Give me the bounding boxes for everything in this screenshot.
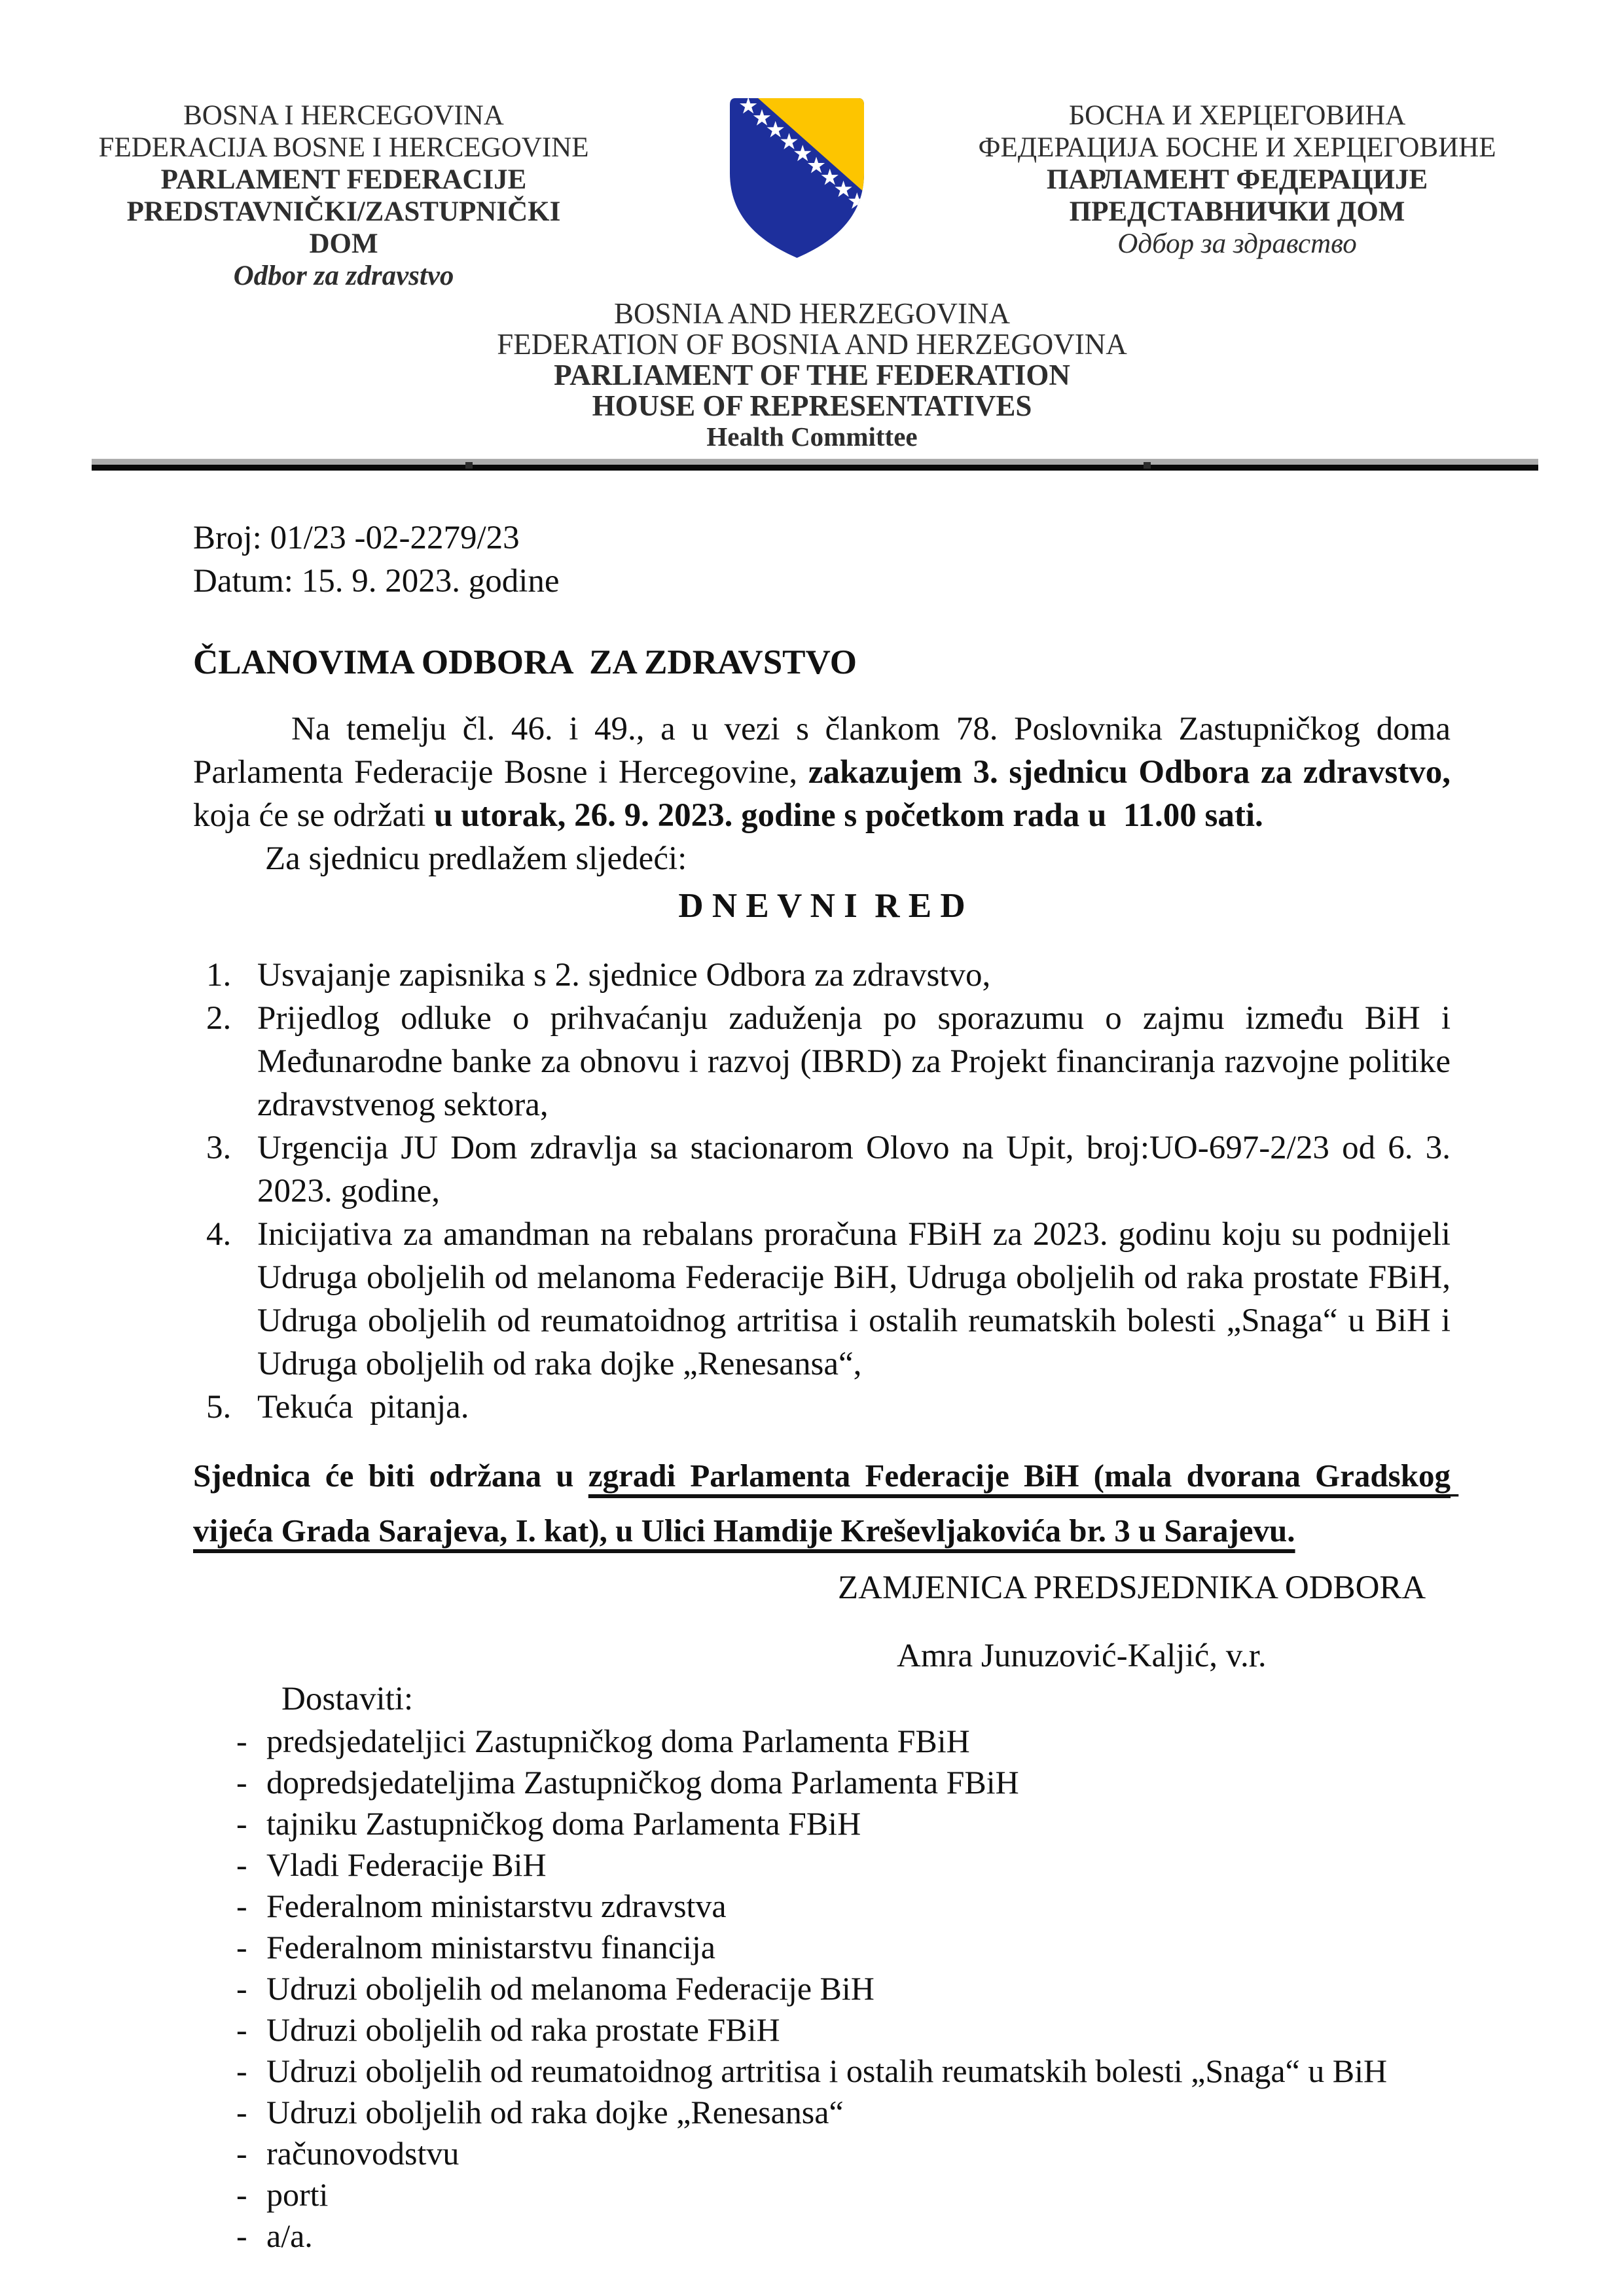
distribution-list: [193, 1721, 1451, 2257]
letterhead-right-line: ПРЕДСТАВНИЧКИ ДОМ: [1069, 196, 1405, 227]
header-rule-gray-bar: [92, 459, 1538, 465]
document-body: [193, 516, 1459, 2257]
agenda-item-number: 3.: [206, 1130, 232, 1166]
letterhead-left: [92, 99, 596, 292]
venue-address-underlined: zgradi Parlamenta Federacije BiH (mala dvorana Gradskog vijeća Grada Sarajeva, I. kat), u Ulici Hamdije Kreševljakovića br. 3 u Sarajevu.: [193, 1458, 1459, 1549]
agenda-item-number: 4.: [206, 1216, 232, 1253]
dash-marker: -: [236, 1970, 247, 2007]
distribution-item-text: Udruzi oboljelih od melanoma Federacije BiH: [266, 1970, 875, 2007]
agenda-item-text: Usvajanje zapisnika s 2. sjednice Odbora za zdravstvo,: [257, 957, 991, 994]
distribution-item: [193, 1721, 1451, 1762]
intro-paragraph: [193, 708, 1459, 837]
letterhead-left-line: FEDERACIJA BOSNE I HERCEGOVINE: [98, 132, 589, 163]
letterhead-en-line: BOSNIA AND HERZEGOVINA: [614, 297, 1010, 330]
distribution-item-text: Vladi Federacije BiH: [266, 1846, 547, 1883]
dash-marker: -: [236, 2217, 247, 2254]
agenda-item: [193, 1386, 1451, 1429]
agenda-item-text: Inicijativa za amandman na rebalans proračuna FBiH za 2023. godinu koju su podnijeli Udruga oboljelih od melanoma Federacije BiH, Udruga oboljelih od raka prostate FBiH, Udruga oboljelih od reumatoidnog artritisa i ostalih reumatskih bolesti „Snaga“ u BiH i Udruga oboljelih od raka dojke „Renesansa“,: [257, 1216, 1459, 1382]
distribution-item: [193, 2215, 1451, 2257]
distribution-item: [193, 1844, 1451, 1886]
dash-marker: -: [236, 2176, 247, 2213]
addressee-line: ČLANOVIMA ODBORA ZA ZDRAVSTVO: [193, 643, 857, 681]
agenda-item-text: Tekuća pitanja.: [257, 1389, 469, 1426]
distribution-item: [193, 2133, 1451, 2174]
dash-marker: -: [236, 2135, 247, 2172]
letterhead: [0, 0, 1624, 292]
distribution-item-text: dopredsjedateljima Zastupničkog doma Parlamenta FBiH: [266, 1764, 1019, 1801]
letterhead-en-committee: Health Committee: [706, 422, 918, 452]
letterhead-en-line: PARLIAMENT OF THE FEDERATION: [554, 359, 1070, 391]
distribution-item: [193, 1762, 1451, 1803]
dash-marker: -: [236, 2011, 247, 2048]
distribution-item: [193, 2092, 1451, 2133]
letterhead-right-line: ПАРЛАМЕНТ ФЕДЕРАЦИЈЕ: [1046, 164, 1428, 195]
dash-marker: -: [236, 1929, 247, 1965]
letterhead-right-committee: Одбор за здравство: [1117, 228, 1357, 259]
signature-name: Amra Junuzović-Kaljić, v.r.: [897, 1638, 1267, 1674]
distribution-item-text: porti: [266, 2176, 329, 2213]
distribution-item: [193, 2009, 1451, 2051]
header-rule: [92, 459, 1538, 471]
agenda-item-text: Urgencija JU Dom zdravlja sa stacionarom Olovo na Upit, broj:UO-697-2/23 od 6. 3. 2023. godine,: [257, 1130, 1459, 1210]
letterhead-right-line: ФЕДЕРАЦИЈА БОСНЕ И ХЕРЦЕГОВИНЕ: [978, 132, 1496, 163]
intro-text: Na temelju čl. 46. i 49., a u vezi s člankom 78. Poslovnika Zastupničkog doma Parlamenta Federacije Bosne i Hercegovine,: [193, 711, 1459, 791]
agenda-item: [193, 954, 1451, 997]
agenda-list: [193, 954, 1459, 1429]
dash-marker: -: [236, 1888, 247, 1924]
rule-tick: [1144, 462, 1151, 469]
dash-marker: -: [236, 2094, 247, 2130]
ref-date: Datum: 15. 9. 2023. godine: [193, 563, 560, 600]
distribution-item-text: Federalnom ministarstvu financija: [266, 1929, 715, 1965]
distribution-item: [193, 1803, 1451, 1844]
ref-number: Broj: 01/23 -02-2279/23: [193, 520, 520, 556]
dash-marker: -: [236, 1805, 247, 1842]
distribution-item-text: a/a.: [266, 2217, 313, 2254]
distribution-label: Dostaviti:: [281, 1681, 414, 1717]
distribution-item-text: predsjedateljici Zastupničkog doma Parlamenta FBiH: [266, 1723, 970, 1759]
distribution-item-text: Udruzi oboljelih od raka prostate FBiH: [266, 2011, 780, 2048]
agenda-item: [193, 1213, 1459, 1386]
letterhead-left-committee: Odbor za zdravstvo: [233, 260, 454, 291]
letterhead-en-line: HOUSE OF REPRESENTATIVES: [592, 389, 1032, 422]
agenda-item: [193, 1126, 1459, 1213]
distribution-item-text: tajniku Zastupničkog doma Parlamenta FBiH: [266, 1805, 861, 1842]
letterhead-left-line: PARLAMENT FEDERACIJE: [160, 164, 527, 195]
letterhead-left-line: BOSNA I HERCEGOVINA: [183, 100, 504, 131]
letterhead-en-line: FEDERATION OF BOSNIA AND HERZEGOVINA: [497, 328, 1127, 361]
distribution-item-text: računovodstvu: [266, 2135, 460, 2172]
agenda-item-number: 1.: [206, 957, 232, 994]
letterhead-right: [969, 99, 1506, 260]
agenda-title: D N E V N I R E D: [678, 887, 965, 925]
header-rule-black-bar: [92, 465, 1538, 471]
distribution-item: [193, 1927, 1451, 1968]
agenda-item: [193, 997, 1459, 1126]
coat-of-arms-icon: [730, 97, 864, 260]
letterhead-english: [0, 298, 1624, 452]
distribution-item: [193, 1968, 1451, 2009]
reference-block: [193, 516, 1451, 603]
signature-role: ZAMJENICA PREDSJEDNIKA ODBORA: [838, 1570, 1426, 1606]
distribution-item-text: Udruzi oboljelih od reumatoidnog artritisa i ostalih reumatskih bolesti „Snaga“ u BiH: [266, 2053, 1388, 2089]
propose-line: Za sjednicu predlažem sljedeći:: [265, 840, 687, 877]
agenda-item-text: Prijedlog odluke o prihvaćanju zaduženja po sporazumu o zajmu između BiH i Međunarodne banke za obnovu i razvoj (IBRD) za Projekt financiranja razvojne politike zdravstvenog sektora,: [257, 1000, 1459, 1123]
distribution-item-text: Udruzi oboljelih od raka dojke „Renesansa“: [266, 2094, 844, 2130]
intro-text: koja će se održati: [193, 754, 1459, 834]
distribution-item-text: Federalnom ministarstvu zdravstva: [266, 1888, 727, 1924]
agenda-item-number: 5.: [206, 1389, 232, 1426]
dash-marker: -: [236, 2053, 247, 2089]
rule-tick: [465, 462, 473, 469]
intro-bold-datetime: u utorak, 26. 9. 2023. godine s početkom rada u 11.00 sati.: [434, 797, 1263, 834]
letterhead-left-line: PREDSTAVNIČKI/ZASTUPNIČKI DOM: [126, 196, 568, 259]
intro-bold-session: zakazujem 3. sjednicu Odbora za zdravstvo,: [808, 754, 1451, 791]
distribution-item: [193, 2174, 1451, 2215]
venue-paragraph: [193, 1448, 1459, 1558]
dash-marker: -: [236, 1723, 247, 1759]
dash-marker: -: [236, 1846, 247, 1883]
dash-marker: -: [236, 1764, 247, 1801]
letterhead-right-line: БОСНА И ХЕРЦЕГОВИНА: [1068, 100, 1406, 131]
distribution-item: [193, 2051, 1451, 2092]
agenda-item-number: 2.: [206, 1000, 232, 1037]
distribution-item: [193, 1886, 1451, 1927]
venue-prefix: Sjednica će biti održana u: [193, 1458, 588, 1494]
